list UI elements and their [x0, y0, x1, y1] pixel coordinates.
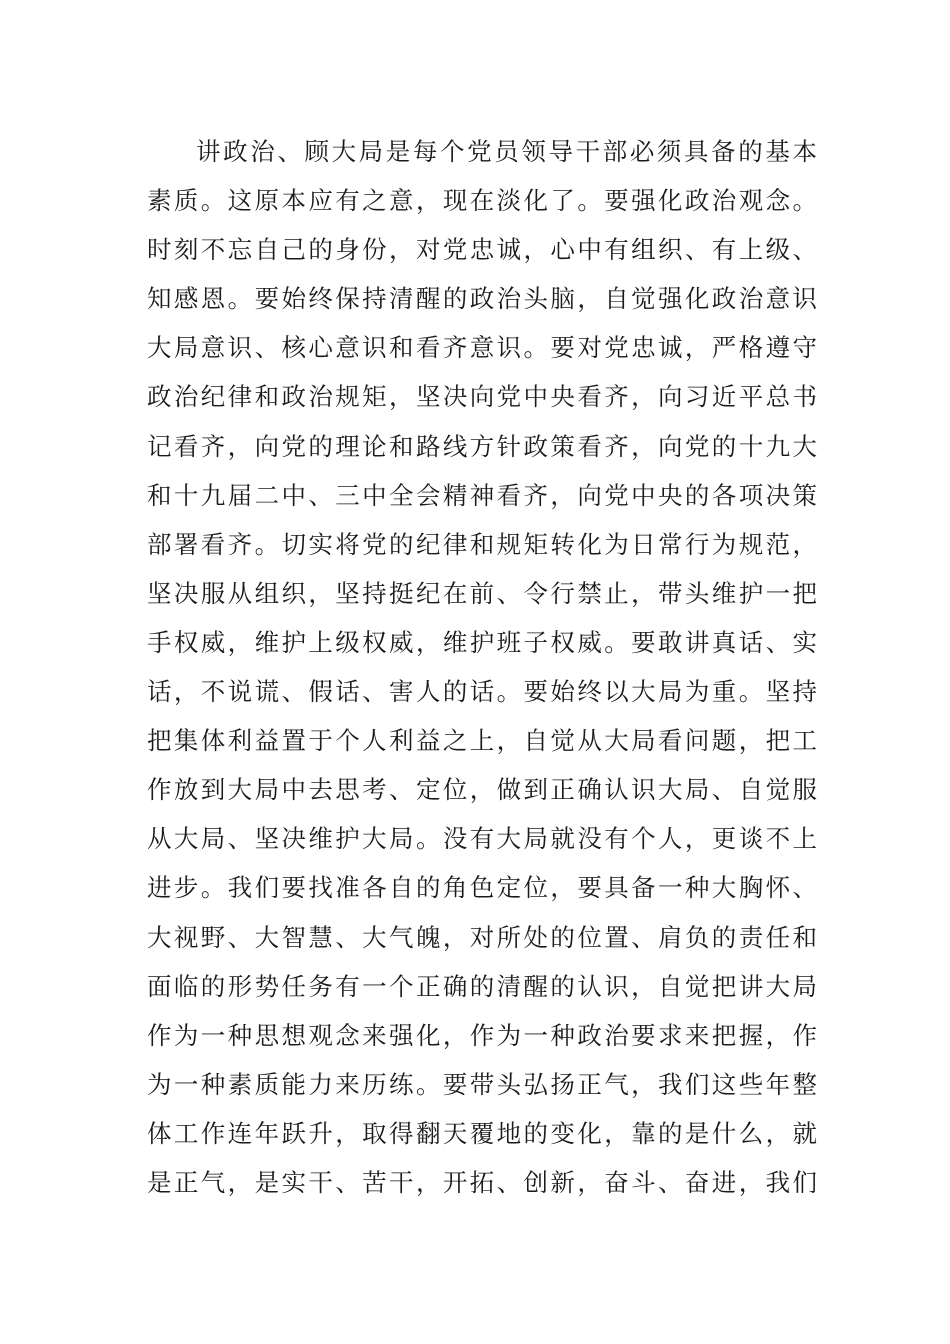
text-line-22: 是正气，是实干、苦干，开拓、创新，奋斗、奋进，我们	[147, 1167, 817, 1197]
text-line-19: 作为一种思想观念来强化，作为一种政治要求来把握，作	[147, 1020, 817, 1050]
text-line-17: 大视野、大智慧、大气魄，对所处的位置、肩负的责任和	[147, 922, 817, 952]
text-line-13: 把集体利益置于个人利益之上，自觉从大局看问题，把工	[147, 726, 817, 756]
text-line-2: 素质。这原本应有之意，现在淡化了。要强化政治观念。	[147, 186, 817, 216]
text-line-6: 政治纪律和政治规矩，坚决向党中央看齐，向习近平总书	[147, 382, 817, 412]
text-line-10: 坚决服从组织，坚持挺纪在前、令行禁止，带头维护一把	[147, 578, 817, 608]
text-line-9: 部署看齐。切实将党的纪律和规矩转化为日常行为规范，	[147, 529, 817, 559]
text-line-8: 和十九届二中、三中全会精神看齐，向党中央的各项决策	[147, 480, 817, 510]
text-line-16: 进步。我们要找准各自的角色定位，要具备一种大胸怀、	[147, 873, 817, 903]
text-line-3: 时刻不忘自己的身份，对党忠诚，心中有组织、有上级、	[147, 235, 817, 265]
body-paragraph	[147, 127, 817, 1207]
text-line-7: 记看齐，向党的理论和路线方针政策看齐，向党的十九大	[147, 431, 817, 461]
text-line-14: 作放到大局中去思考、定位，做到正确认识大局、自觉服	[147, 775, 817, 805]
text-line-4: 知感恩。要始终保持清醒的政治头脑，自觉强化政治意识	[147, 284, 817, 314]
text-line-11: 手权威，维护上级权威，维护班子权威。要敢讲真话、实	[147, 627, 817, 657]
text-line-21: 体工作连年跃升，取得翻天覆地的变化，靠的是什么，就	[147, 1118, 817, 1148]
text-line-1: 讲政治、顾大局是每个党员领导干部必须具备的基本	[196, 137, 817, 166]
text-line-20: 为一种素质能力来历练。要带头弘扬正气，我们这些年整	[147, 1069, 817, 1099]
text-line-5: 大局意识、核心意识和看齐意识。要对党忠诚，严格遵守	[147, 333, 817, 363]
text-line-18: 面临的形势任务有一个正确的清醒的认识，自觉把讲大局	[147, 971, 817, 1001]
text-line-12: 话，不说谎、假话、害人的话。要始终以大局为重。坚持	[147, 677, 817, 707]
text-line-15: 从大局、坚决维护大局。没有大局就没有个人，更谈不上	[147, 824, 817, 854]
